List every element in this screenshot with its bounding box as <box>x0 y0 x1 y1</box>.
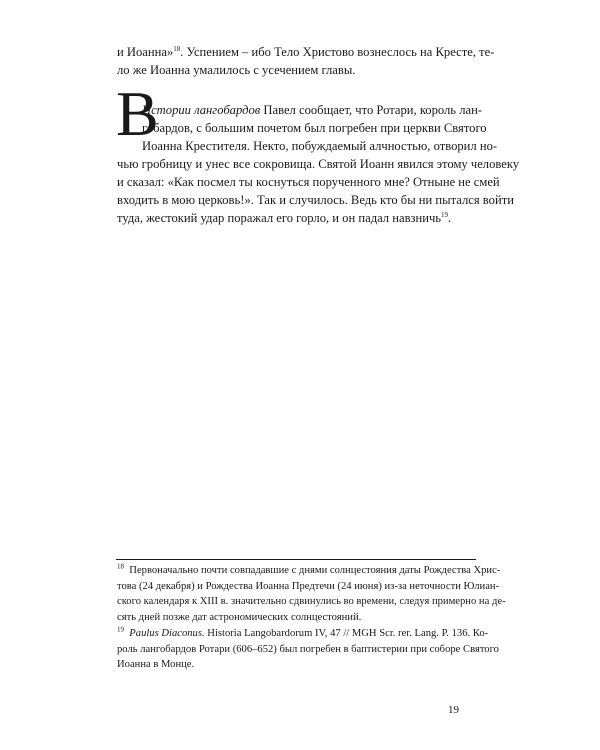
text-line: чью гробницу и унес все сокровища. Святой Иоанн явился этому человеку <box>117 157 520 171</box>
footnotes <box>117 562 506 673</box>
footnote-number: 18 <box>117 562 124 571</box>
text-line: ло же Иоанна умалилось с усечением главы. <box>117 63 356 77</box>
footnote-18 <box>117 562 506 625</box>
drop-cap: В <box>116 78 159 149</box>
footnote-line: $^{18}$ Первоначально почти совпадавшие с днями солнцестояния даты Рождества Хрис- <box>117 562 501 576</box>
footnote-number: 19 <box>117 625 124 634</box>
text-line: Иоанна Крестителя. Некто, побуждаемый алчностью, отворил но- <box>142 139 498 153</box>
footnote-line: сять дней позже дат астрономических солнцестояний. <box>117 611 362 623</box>
footnote-line: ского календаря к XIII в. значительно сдвинулись во времени, следуя примерно на де- <box>117 596 506 607</box>
paragraph-continuation <box>117 43 495 79</box>
text-line: гобардов, с большим почетом был погребен при церкви Святого <box>142 121 487 135</box>
text-line: и Иоанна»$^{18}$. Успением – ибо Тело Христово вознеслось на Кресте, те- <box>117 44 495 59</box>
footnote-ref-18: 18 <box>173 44 181 53</box>
text-line: входить в мою церковь!». Так и случилось. Ведь кто бы ни пытался войти <box>117 193 514 207</box>
page-number: 19 <box>448 704 459 716</box>
footnote-ref-19: 19 <box>441 210 449 219</box>
footnote-19 <box>117 625 499 673</box>
text-line: Истории лангобардов Павел сообщает, что Ротари, король лан- <box>142 103 483 117</box>
footnote-separator <box>116 559 476 560</box>
footnote-line: това (24 декабря) и Рождества Иоанна Предтечи (24 июня) из-за неточности Юлиан- <box>117 580 500 592</box>
paragraph-main <box>117 101 520 227</box>
footnote-line: роль лангобардов Ротари (606–652) был погребен в баптистерии при соборе Святого <box>117 643 499 655</box>
footnote-line: Иоанна в Монце. <box>117 659 195 670</box>
text-line: туда, жестокий удар поражал его горло, и он падал навзничь$^{19}$. <box>117 210 452 225</box>
text-line: и сказал: «Как посмел ты коснуться порученного мне? Отныне не смей <box>117 175 500 189</box>
italic-title: Истории лангобардов <box>142 103 261 117</box>
footnote-line: $^{19}$ Paulus Diaconus. Historia Langobardorum IV, 47 // MGH Scr. rer. Lang. P. 136. Ко- <box>117 625 489 639</box>
